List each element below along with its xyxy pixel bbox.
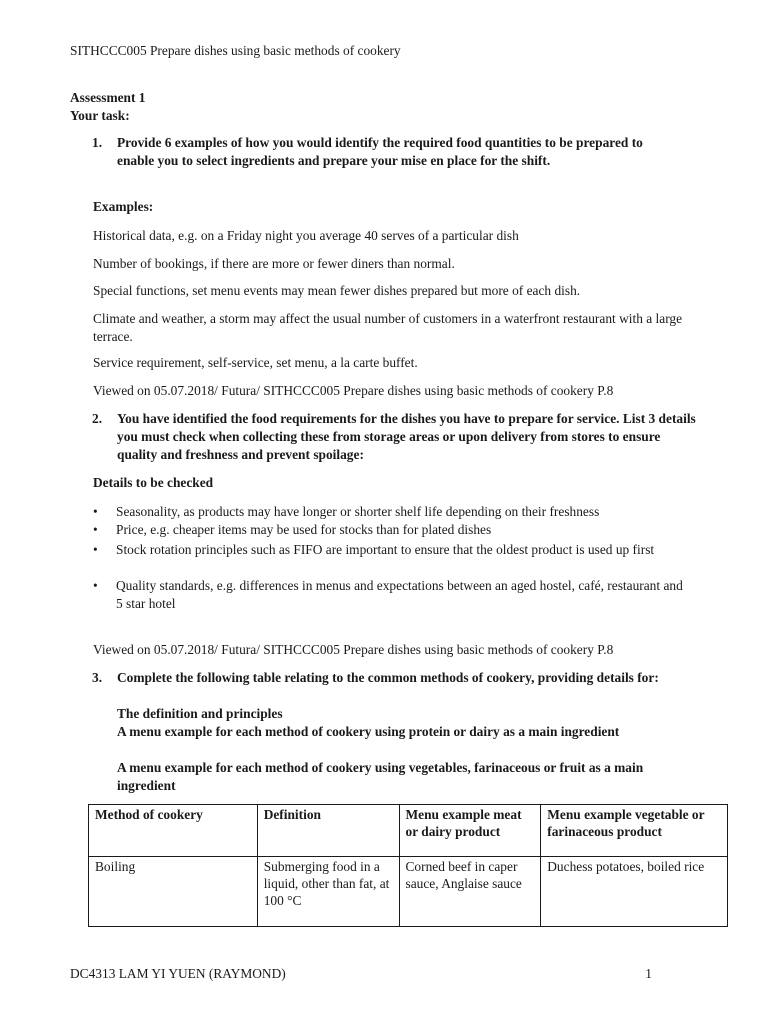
details-label: Details to be checked bbox=[93, 475, 214, 490]
column-header: Method of cookery bbox=[89, 805, 258, 857]
bullet-icon: • bbox=[93, 522, 98, 537]
q2-number: 2. bbox=[92, 411, 103, 426]
example-item: Special functions, set menu events may mean fewer dishes prepared but more of each dish. bbox=[93, 283, 581, 298]
bullet-icon: • bbox=[93, 542, 98, 557]
examples-label: Examples: bbox=[93, 199, 154, 214]
page-header: SITHCCC005 Prepare dishes using basic methods of cookery bbox=[70, 43, 401, 58]
table-cell: Boiling bbox=[89, 857, 258, 927]
footer-student-name: DC4313 LAM YI YUEN (RAYMOND) bbox=[70, 966, 286, 981]
bullet-item: Seasonality, as products may have longer or shorter shelf life depending on their freshness bbox=[116, 504, 600, 519]
table-header-row bbox=[89, 805, 728, 857]
table-cell: Submerging food in a liquid, other than fat, at 100 °C bbox=[257, 857, 399, 927]
bullet-icon: • bbox=[93, 578, 98, 593]
q2-text: You have identified the food requirements for the dishes you have to prepare for service. List 3 details you must check when collecting these from storage areas or upon delivery from stores to ensure quality and freshness and prevent spoilage: bbox=[117, 411, 696, 462]
q3-number: 3. bbox=[92, 670, 103, 685]
page-number: 1 bbox=[645, 966, 652, 981]
example-item: Climate and weather, a storm may affect the usual number of customers in a waterfront restaurant with a large terrace. bbox=[93, 311, 683, 344]
table-cell: Duchess potatoes, boiled rice bbox=[541, 857, 728, 927]
q2-citation: Viewed on 05.07.2018/ Futura/ SITHCCC005 Prepare dishes using basic methods of cookery P.8 bbox=[93, 642, 614, 657]
q3-sub-item: The definition and principles bbox=[117, 706, 283, 721]
bullet-item: Quality standards, e.g. differences in menus and expectations between an aged hostel, café, restaurant and 5 star hotel bbox=[116, 578, 683, 611]
assessment-title: Assessment 1 bbox=[70, 90, 146, 105]
q1-citation: Viewed on 05.07.2018/ Futura/ SITHCCC005 Prepare dishes using basic methods of cookery P.8 bbox=[93, 383, 614, 398]
column-header: Menu example meat or dairy product bbox=[399, 805, 541, 857]
table-row bbox=[89, 857, 728, 927]
q3-text: Complete the following table relating to the common methods of cookery, providing details for: bbox=[117, 670, 659, 685]
q3-sub-item: A menu example for each method of cookery using protein or dairy as a main ingredient bbox=[117, 724, 620, 739]
bullet-item: Price, e.g. cheaper items may be used for stocks than for plated dishes bbox=[116, 522, 492, 537]
q3-sub-item: A menu example for each method of cookery using vegetables, farinaceous or fruit as a main ingredient bbox=[117, 760, 644, 793]
bullet-icon: • bbox=[93, 504, 98, 519]
column-header: Menu example vegetable or farinaceous product bbox=[541, 805, 728, 857]
q1-text: Provide 6 examples of how you would identify the required food quantities to be prepared to enable you to select ingredients and prepare your mise en place for the shift. bbox=[117, 135, 643, 168]
table-cell: Corned beef in caper sauce, Anglaise sauce bbox=[399, 857, 541, 927]
bullet-item: Stock rotation principles such as FIFO are important to ensure that the oldest product is used up first bbox=[116, 542, 655, 557]
example-item: Service requirement, self-service, set menu, a la carte buffet. bbox=[93, 355, 418, 370]
column-header: Definition bbox=[257, 805, 399, 857]
cookery-methods-table bbox=[88, 804, 728, 927]
page-footer bbox=[70, 965, 652, 983]
your-task-label: Your task: bbox=[70, 108, 130, 123]
example-item: Historical data, e.g. on a Friday night you average 40 serves of a particular dish bbox=[93, 228, 519, 243]
q1-number: 1. bbox=[92, 135, 103, 150]
example-item: Number of bookings, if there are more or fewer diners than normal. bbox=[93, 256, 455, 271]
